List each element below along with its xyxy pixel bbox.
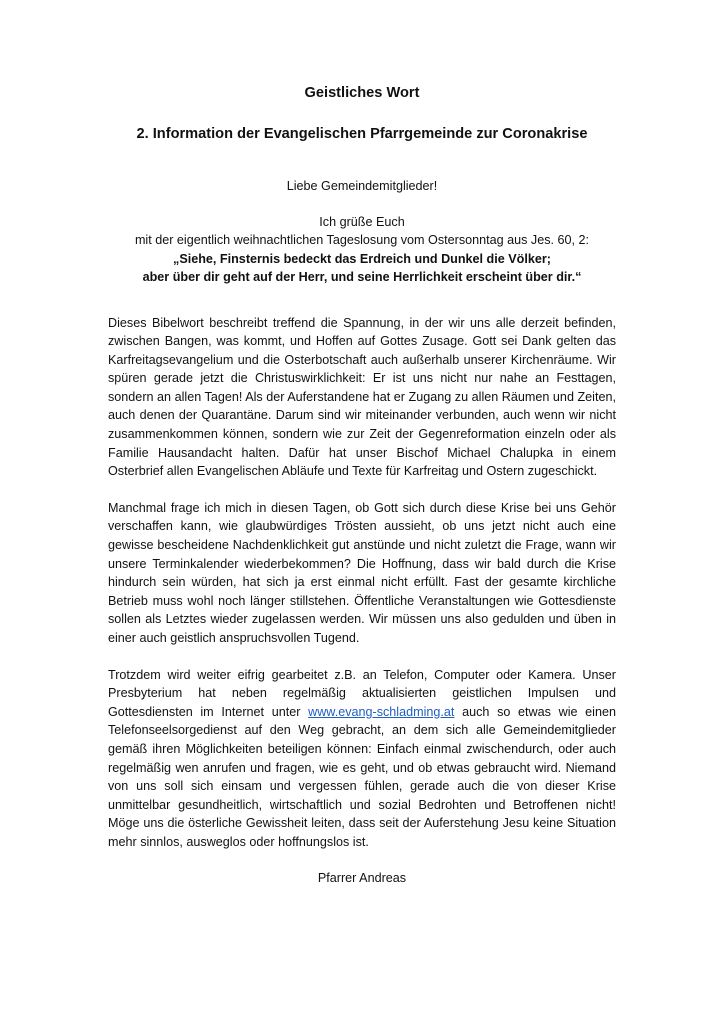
bible-verse-line-1: „Siehe, Finsternis bedeckt das Erdreich und Dunkel die Völker;: [173, 251, 551, 266]
paragraph-3: [108, 666, 616, 852]
bible-verse-line-2: aber über dir geht auf der Herr, und seine Herrlichkeit erscheint über dir.“: [142, 270, 582, 284]
paragraph-3-text-after-link: auch so etwas wie einen Telefonseelsorgedienst auf den Weg gebracht, an dem sich alle Gemeindemitglieder gemäß ihren Möglichkeiten beteiligen können: Einfach einmal zwischendurch, oder auch regelmäßig wen anrufen und fragen, wie es geht, und ob etwas gebraucht wird. Niemand von uns soll sich einsam und vergessen fühlen, gerade auch die von dieser Krise unmittelbar gesundheitlich, wirtschaftlich und sozial Bedrohten und Betroffenen nicht! Möge uns die österliche Gewissheit leiten, dass seit der Auferstehung Jesu keine Situation mehr sinnlos, ausweglos oder hoffnungslos ist.: [108, 704, 616, 849]
paragraph-1: Dieses Bibelwort beschreibt treffend die Spannung, in der wir uns alle derzeit befinden, zwischen Bangen, was kommt, und Hoffen auf Gottes Zusage. Gott sei Dank gelten das Karfreitagsevangelium und die Osterbotschaft auch außerhalb unserer Kirchenräume. Wir spüren gerade jetzt die Christuswirklichkeit: Er ist uns nicht nur nahe an Festtagen, sondern an allen Tagen! Als der Auferstandene hat er Zugang zu allen Räumen und Zeiten, auch denen der Quarantäne. Darum sind wir miteinander verbunden, auch wenn wir nicht zusammenkommen können, sondern wie zur Zeit der Gegenreformation einzeln oder als Familie Hausandacht halten. Dafür hat unser Bischof Michael Chalupka in einem Osterbrief allen Evangelischen Abläufe und Texte für Karfreitag und Ostern zugeschickt.: [108, 315, 616, 479]
greeting: Liebe Gemeindemitglieder!: [286, 179, 438, 193]
document-content: [108, 84, 616, 887]
salutation-block: [108, 213, 616, 287]
website-link[interactable]: www.evang-schladming.at: [308, 704, 455, 719]
paragraph-2: Manchmal frage ich mich in diesen Tagen, ob Gott sich durch diese Krise bei uns Gehör verschaffen kann, wie glaubwürdiges Trösten aussieht, ob uns jetzt nicht auch eine gewisse bescheidene Nachdenklichkeit gut anstünde und nicht zuletzt die Frage, wann wir unsere Terminkalender wiederbekommen? Die Hoffnung, dass wir bald durch die Krise hindurch sein würden, hat sich ja erst einmal nicht erfüllt. Fast der gesamte kirchliche Betrieb muss wohl noch länger stillstehen. Öffentliche Veranstaltungen wie Gottesdienste sollen als Letztes wieder zugelassen werden. Wir müssen uns also gedulden und üben in einer auch geistlich anspruchsvollen Tugend.: [108, 500, 616, 645]
page-subtitle: 2. Information der Evangelischen Pfarrgemeinde zur Coronakrise: [136, 126, 588, 142]
signature: Pfarrer Andreas: [317, 870, 407, 885]
page-title: Geistliches Wort: [304, 85, 420, 101]
salutation-line-1: Ich grüße Euch: [319, 214, 405, 229]
paragraph-3-text-before-link: Trotzdem wird weiter eifrig gearbeitet z.B. an Telefon, Computer oder Kamera. Unser Presbyterium hat neben regelmäßig aktualisierten geistlichen Impulsen und Gottesdiensten im Internet unter: [108, 667, 616, 719]
salutation-line-2: mit der eigentlich weihnachtlichen Tageslosung vom Ostersonntag aus Jes. 60, 2:: [134, 233, 590, 247]
